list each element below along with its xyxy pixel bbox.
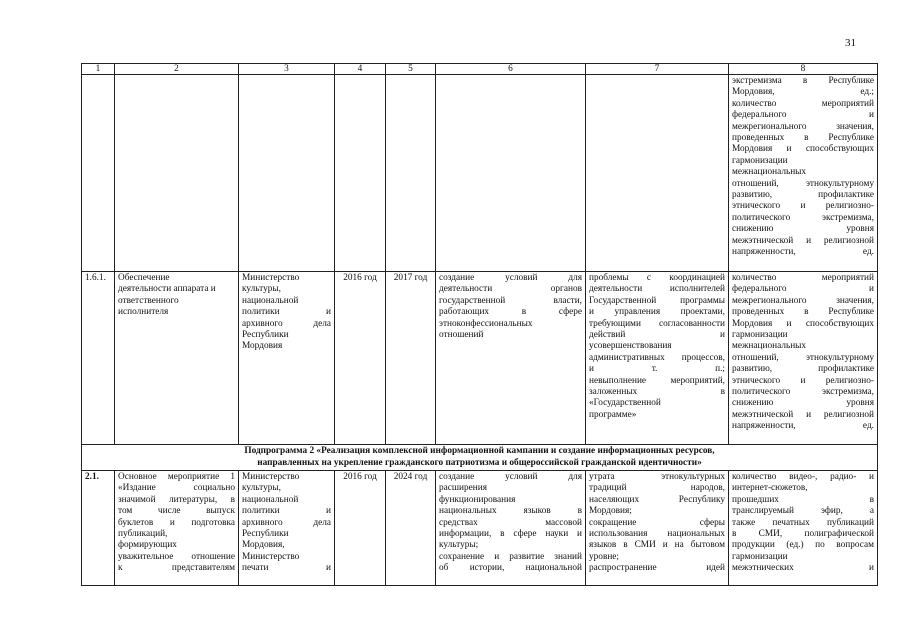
text-line: публикаций,: [118, 529, 168, 540]
text-line: том числе выпуск: [118, 506, 235, 517]
text-line: национальной: [242, 494, 299, 505]
text-line: формирующих: [118, 540, 177, 551]
text-line: культуры,: [242, 284, 281, 295]
text-line: утрата этнокультурных: [589, 472, 725, 482]
text-line: количество мероприятий: [732, 273, 874, 283]
text-line: архивного дела: [242, 517, 331, 528]
text-line: интернет-сюжетов,: [732, 483, 808, 494]
text-line: экстремизма в Республике: [732, 76, 874, 86]
expected-result-cell: [436, 471, 586, 586]
text-line: политического экстремизма,: [732, 212, 874, 223]
text-line: «Издание социально: [118, 483, 235, 494]
text-line: буклетов и подготовка: [118, 517, 235, 528]
text-line: межнациональных: [732, 167, 807, 178]
table-row-2-1: [82, 471, 878, 586]
expected-result-cell: [436, 272, 586, 445]
page-number: 31: [845, 37, 856, 49]
text-line: федерального и: [732, 284, 874, 295]
consequences-cell: [586, 471, 729, 586]
text-line: межэтнической и религиозной: [732, 235, 874, 246]
text-line: Министерство: [242, 472, 300, 482]
column-number: 1: [82, 64, 115, 75]
column-number: 8: [729, 64, 878, 75]
executor-cell: [239, 272, 335, 445]
text-line: невыполнение мероприятий,: [589, 375, 725, 386]
text-line: проведенных в Республике: [732, 307, 874, 318]
text-line: и управления проектами,: [589, 307, 725, 318]
text-line: деятельности исполнителей: [589, 284, 725, 295]
text-line: создание условий для: [439, 472, 582, 482]
text-line: отношений: [439, 330, 484, 341]
text-line: Министерство: [242, 551, 300, 562]
column-number: 3: [239, 64, 335, 75]
table-row-1-6-1: [82, 272, 878, 445]
text-line: прошедших в: [732, 494, 874, 505]
text-line: гармонизации: [732, 155, 788, 166]
text-line: национальных языков в: [439, 506, 582, 517]
text-line: межнациональных: [732, 341, 807, 352]
text-line: создание условий для: [439, 273, 582, 283]
text-line: административных процессов,: [589, 352, 725, 363]
text-line: гармонизации: [732, 551, 788, 562]
text-line: к представителям: [118, 563, 235, 574]
measure-cell: [115, 272, 239, 445]
text-line: национальной: [242, 295, 299, 306]
column-number: 4: [335, 64, 386, 75]
text-line: федерального и: [732, 110, 874, 121]
text-line: и т. п.;: [589, 364, 725, 375]
text-line: межрегионального значения,: [732, 295, 874, 306]
column-number: 7: [586, 64, 729, 75]
indicator-cell: [729, 272, 878, 445]
text-line: напряженности, ед.: [732, 247, 874, 258]
text-line: проблемы с координацией: [589, 273, 725, 283]
indicator-cell: [729, 75, 878, 272]
text-line: сохранение и развитие знаний: [439, 551, 582, 562]
text-line: отношений, этнокультурному: [732, 352, 874, 363]
text-line: значимой литературы, в: [118, 494, 235, 505]
text-line: развитию, профилактике: [732, 364, 874, 375]
subprogram-heading: Подпрограмма 2 «Реализация комплексной информационной кампании и создание информационных ресурсов, направленных на укрепление гражданского патриотизма и общероссийской гражданской идентичности»: [82, 445, 878, 471]
text-line: информации, в сфере науки и: [439, 529, 582, 540]
text-line: расширения: [439, 483, 488, 494]
row-number: 1.6.1.: [82, 272, 115, 445]
continuation-row: [82, 75, 878, 272]
text-line: действий и: [589, 330, 725, 341]
program-table: [81, 63, 878, 586]
subprogram-heading-row: [82, 445, 878, 471]
text-line: Государственной программы: [589, 295, 725, 306]
text-line: средствах массовой: [439, 517, 582, 528]
row-number: 2.1.: [82, 471, 115, 586]
text-line: населяющих Республику: [589, 494, 725, 505]
text-line: гармонизации: [732, 330, 788, 341]
text-line: напряженности, ед.: [732, 421, 874, 432]
text-line: политики и: [242, 307, 331, 318]
text-line: архивного дела: [242, 318, 331, 329]
column-number: 5: [386, 64, 436, 75]
text-line: Республики: [242, 330, 289, 341]
text-line: программе»: [589, 409, 637, 420]
text-line: Основное мероприятие 1: [118, 472, 235, 482]
text-line: политики и: [242, 506, 331, 517]
text-line: проведенных в Республике: [732, 133, 874, 144]
column-number: 2: [115, 64, 239, 75]
text-line: Мордовия и способствующих: [732, 144, 874, 155]
text-line: количество видео-, радио- и: [732, 472, 874, 482]
text-line: развитию, профилактике: [732, 190, 874, 201]
text-line: языков в СМИ и на бытовом: [589, 540, 725, 551]
text-line: уровне;: [589, 551, 620, 562]
end-year-cell: 2024 год: [386, 471, 436, 586]
start-year-cell: 2016 год: [335, 471, 386, 586]
text-line: культуры;: [439, 540, 479, 551]
text-line: также печатных публикаций: [732, 517, 874, 528]
executor-cell: [239, 471, 335, 586]
text-line: политического экстремизма,: [732, 387, 874, 398]
text-line: требующими согласованности: [589, 318, 725, 329]
text-line: Обеспечение: [118, 273, 170, 283]
text-line: использования национальных: [589, 529, 725, 540]
text-line: Мордовия и способствующих: [732, 318, 874, 329]
text-line: ответственного: [118, 295, 179, 306]
text-line: деятельности аппарата и: [118, 284, 216, 295]
text-line: «Государственной: [589, 398, 661, 409]
text-line: Мордовия, ед.;: [732, 87, 874, 98]
end-year-cell: 2017 год: [386, 272, 436, 445]
text-line: межэтнических и: [732, 563, 874, 574]
text-line: транслируемый эфир, а: [732, 506, 874, 517]
text-line: снижению уровня: [732, 224, 874, 235]
text-line: продукции (ед.) по вопросам: [732, 540, 874, 551]
text-line: традиций народов,: [589, 483, 725, 494]
text-line: этнического и религиозно-: [732, 201, 874, 212]
text-line: Мордовия;: [589, 506, 632, 517]
text-line: снижению уровня: [732, 398, 874, 409]
text-line: межэтнической и религиозной: [732, 409, 874, 420]
text-line: исполнителя: [118, 307, 169, 318]
text-line: функционирования: [439, 494, 516, 505]
text-line: сокращение сферы: [589, 517, 725, 528]
text-line: об истории, национальной: [439, 563, 582, 574]
text-line: отношений, этнокультурному: [732, 178, 874, 189]
text-line: этнического и религиозно-: [732, 375, 874, 386]
text-line: печати и: [242, 563, 331, 574]
consequences-cell: [586, 272, 729, 445]
text-line: Министерство: [242, 273, 300, 283]
column-number: 6: [436, 64, 586, 75]
text-line: усовершенствования: [589, 341, 672, 352]
start-year-cell: 2016 год: [335, 272, 386, 445]
text-line: Мордовия: [242, 341, 283, 352]
text-line: межрегионального значения,: [732, 121, 874, 132]
measure-cell: [115, 471, 239, 586]
indicator-cell: [729, 471, 878, 586]
text-line: уважительное отношение: [118, 551, 235, 562]
text-line: деятельности органов: [439, 284, 582, 295]
text-line: Мордовия,: [242, 540, 285, 551]
text-line: распространение идей: [589, 563, 725, 574]
text-line: в СМИ, полиграфической: [732, 529, 874, 540]
text-line: культуры,: [242, 483, 281, 494]
text-line: Республики: [242, 529, 289, 540]
text-line: работающих в сфере: [439, 307, 582, 318]
column-number-row: [82, 64, 878, 75]
text-line: заложенных в: [589, 387, 725, 398]
text-line: количество мероприятий: [732, 98, 874, 109]
text-line: этноконфессиональных: [439, 318, 533, 329]
text-line: государственной власти,: [439, 295, 582, 306]
